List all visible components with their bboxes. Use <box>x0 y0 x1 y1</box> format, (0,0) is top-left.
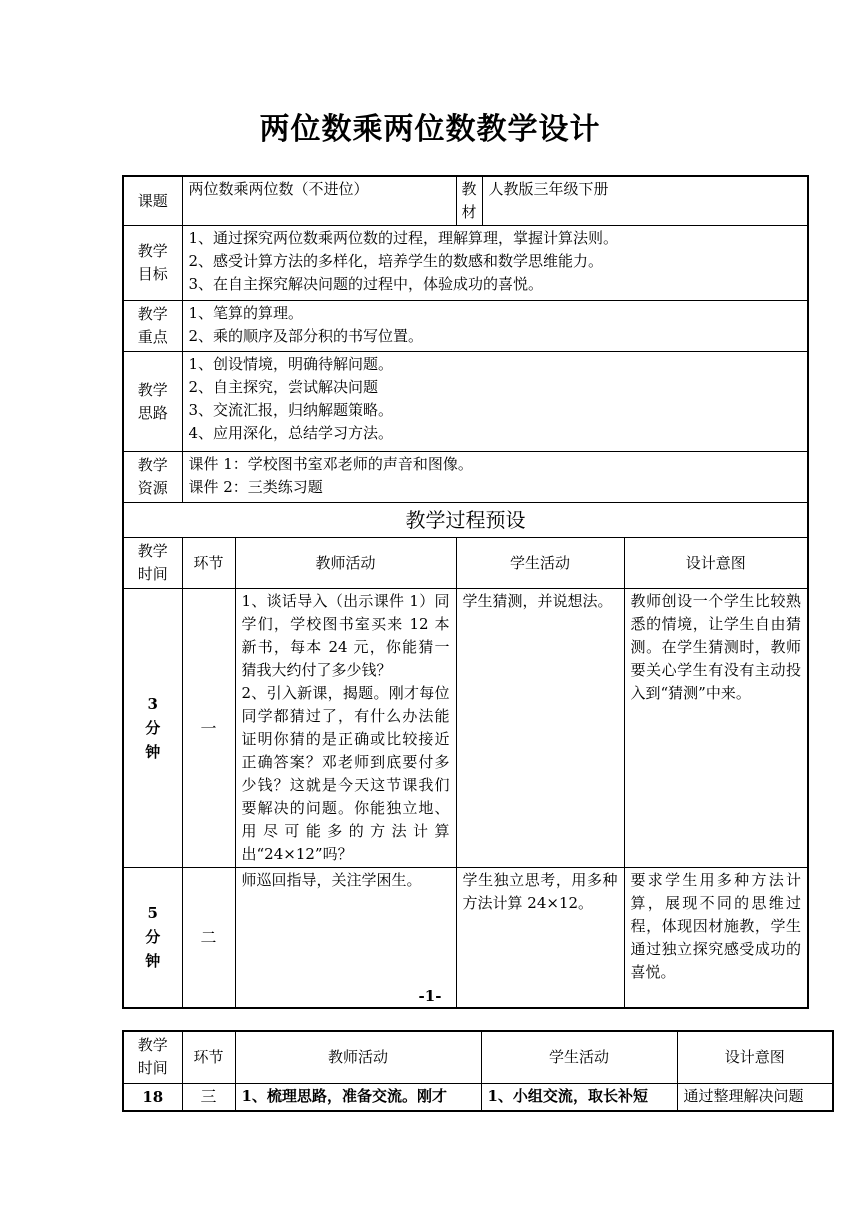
lesson-plan-table-page2 <box>122 1030 834 1112</box>
approach-item: 3、交流汇报，归纳解题策略。 <box>188 401 394 419</box>
key-points-row <box>123 301 808 352</box>
topic-label: 课题 <box>123 176 182 226</box>
resource-item: 课件 2：三类练习题 <box>188 478 323 496</box>
row-design-intent: 要求学生用多种方法计算，展现不同的思维过程，体现因材施教，学生通过独立探究感受成功的喜悦。 <box>624 868 808 1008</box>
process-header-row <box>123 1031 833 1083</box>
row-design-intent: 通过整理解决问题 <box>677 1083 833 1111</box>
resources-row <box>123 452 808 503</box>
resources-content <box>182 452 808 503</box>
resources-label: 教学 资源 <box>123 452 182 503</box>
header-segment: 环节 <box>182 1031 235 1083</box>
row-student-activity: 学生猜测，并说想法。 <box>456 589 624 868</box>
key-point-item: 1、笔算的算理。 <box>188 304 304 322</box>
approach-item: 4、应用深化，总结学习方法。 <box>188 424 394 442</box>
row-segment: 三 <box>182 1083 235 1111</box>
row-segment: 一 <box>182 589 235 868</box>
row-student-activity: 1、小组交流，取长补短 <box>481 1083 677 1111</box>
header-time: 教学 时间 <box>123 1031 182 1083</box>
approach-item: 1、创设情境，明确待解问题。 <box>188 355 394 373</box>
header-teacher: 教师活动 <box>235 538 456 589</box>
process-title: 教学过程预设 <box>123 503 808 538</box>
goal-item: 2、感受计算方法的多样化，培养学生的数感和数学思维能力。 <box>188 252 604 270</box>
row-time: 5 分 钟 <box>123 868 182 1008</box>
row-segment: 二 <box>182 868 235 1008</box>
textbook-label: 教材 <box>456 176 482 226</box>
goal-item: 1、通过探究两位数乘两位数的过程，理解算理，掌握计算法则。 <box>188 229 619 247</box>
process-title-row <box>123 503 808 538</box>
topic-value: 两位数乘两位数（不进位） <box>182 176 456 226</box>
approach-row <box>123 352 808 452</box>
lesson-plan-table <box>122 175 809 1009</box>
header-intent: 设计意图 <box>624 538 808 589</box>
goals-row <box>123 226 808 301</box>
header-student: 学生活动 <box>456 538 624 589</box>
goals-content <box>182 226 808 301</box>
approach-content <box>182 352 808 452</box>
row-time: 3 分 钟 <box>123 589 182 868</box>
resource-item: 课件 1：学校图书室邓老师的声音和图像。 <box>188 455 473 473</box>
key-points-content <box>182 301 808 352</box>
key-points-label: 教学 重点 <box>123 301 182 352</box>
process-header-row <box>123 538 808 589</box>
key-point-item: 2、乘的顺序及部分积的书写位置。 <box>188 327 424 345</box>
row-teacher-activity: 1、梳理思路，准备交流。刚才 <box>235 1083 481 1111</box>
page-number: -1- <box>418 987 442 1005</box>
row-student-activity: 学生独立思考，用多种方法计算 24×12。 <box>456 868 624 1008</box>
row-design-intent: 教师创设一个学生比较熟悉的情境，让学生自由猜测。在学生猜测时，教师要关心学生有没有主动投入到“猜测”中来。 <box>624 589 808 868</box>
row-teacher-activity: 1、谈话导入（出示课件 1）同学们，学校图书室买来 12 本新书，每本 24 元，你能猜一猜我大约付了多少钱？ 2、引入新课，揭题。刚才每位同学都猜过了，有什么办法能证明你猜的是正确或比较接近正确答案？邓老师到底要付多少钱？这就是今天这节课我们要解决的问题。你能独立地、用尽可能多的方法计算出“24×12”吗？ <box>235 589 456 868</box>
header-time: 教学 时间 <box>123 538 182 589</box>
topic-row <box>123 176 808 226</box>
approach-item: 2、自主探究，尝试解决问题 <box>188 378 379 396</box>
header-segment: 环节 <box>182 538 235 589</box>
process-row-1 <box>123 589 808 868</box>
goal-item: 3、在自主探究解决问题的过程中，体验成功的喜悦。 <box>188 275 544 293</box>
textbook-value: 人教版三年级下册 <box>482 176 808 226</box>
header-teacher: 教师活动 <box>235 1031 481 1083</box>
header-intent: 设计意图 <box>677 1031 833 1083</box>
header-student: 学生活动 <box>481 1031 677 1083</box>
document-title: 两位数乘两位数教学设计 <box>259 112 601 147</box>
process-row-3 <box>123 1083 833 1111</box>
goals-label: 教学 目标 <box>123 226 182 301</box>
row-teacher-activity: 师巡回指导，关注学困生。 <box>235 868 456 1008</box>
approach-label: 教学 思路 <box>123 352 182 452</box>
row-time: 18 <box>123 1083 182 1111</box>
